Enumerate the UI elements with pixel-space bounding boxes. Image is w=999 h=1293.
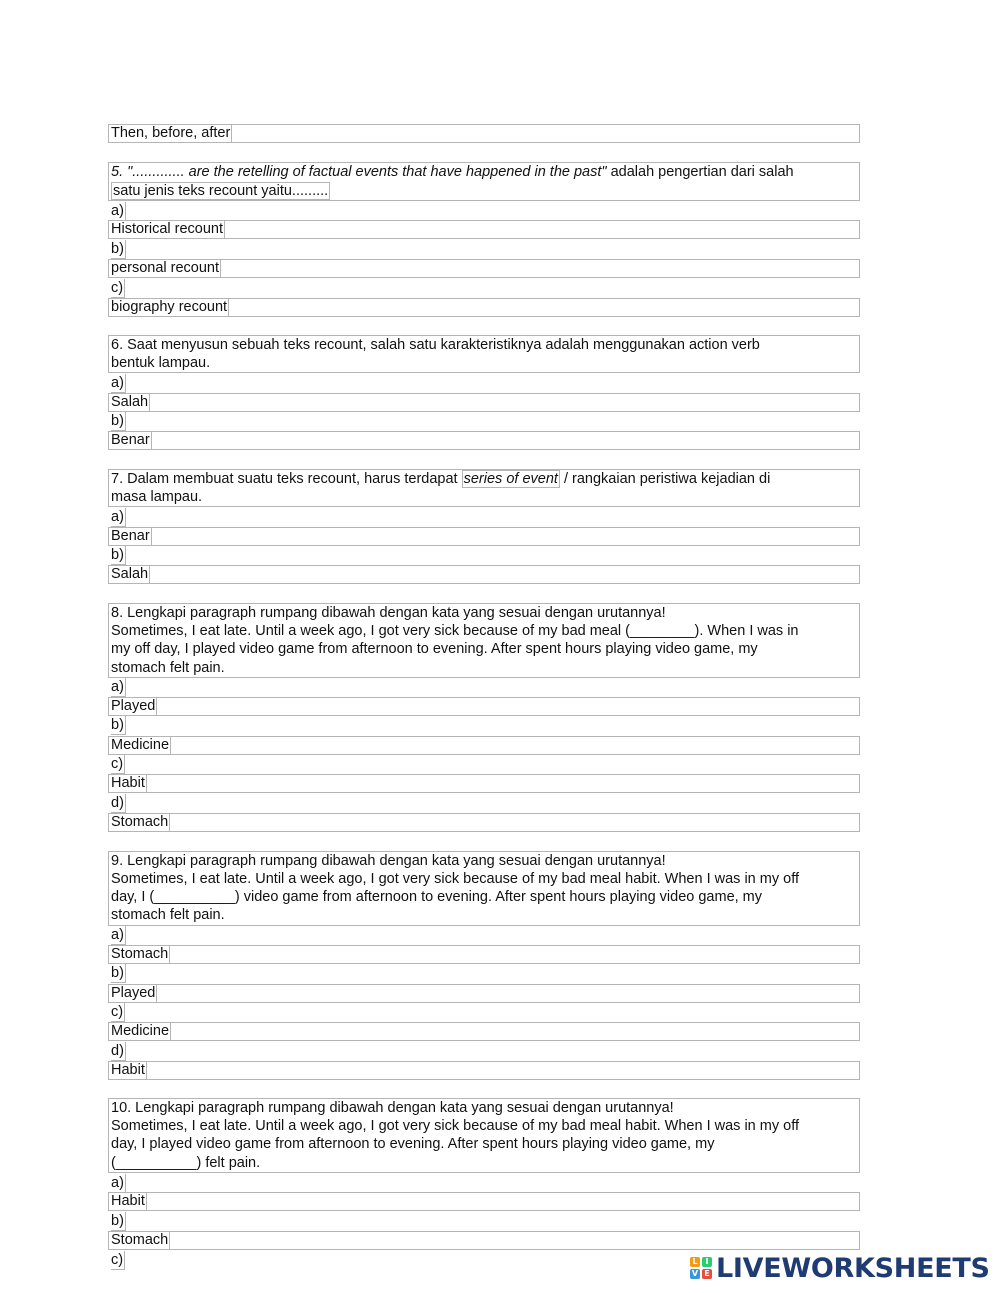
option-text: Then, before, after	[111, 125, 231, 141]
option-text: Habit	[111, 775, 145, 791]
answer-option[interactable]	[108, 259, 860, 278]
answer-option[interactable]	[108, 736, 860, 755]
option-text: Stomach	[111, 1232, 169, 1248]
question-5-text: 5. "............. are the retelling of factual events that have happened in the past" adalah pengertian dari salah	[111, 164, 794, 180]
option-letter: a)	[111, 927, 124, 943]
option-text: Salah	[111, 566, 149, 582]
question-7-text-line2: masa lampau.	[111, 489, 203, 505]
question-5-text-line2: satu jenis teks recount yaitu.........	[113, 183, 329, 199]
answer-option[interactable]	[108, 1022, 860, 1041]
option-letter: a)	[111, 1175, 124, 1191]
option-letter: b)	[111, 965, 124, 981]
option-text: Played	[111, 985, 156, 1001]
option-letter: b)	[111, 241, 124, 257]
option-text: Stomach	[111, 814, 169, 830]
logo-text: LIVEWORKSHEETS	[716, 1252, 990, 1284]
question-6-text-line2: bentuk lampau.	[111, 355, 211, 371]
question-9-text-line3: day, I (__________) video game from afternoon to evening. After spent hours playing video game, my	[111, 889, 763, 905]
option-text: Benar	[111, 528, 150, 544]
answer-option[interactable]	[108, 697, 860, 716]
logo-tile: I	[702, 1257, 712, 1267]
option-letter: b)	[111, 547, 124, 563]
question-9-text-line2: Sometimes, I eat late. Until a week ago, I got very sick because of my bad meal habit. When I was in my off	[111, 871, 799, 887]
option-letter: c)	[111, 1252, 124, 1268]
option-text: biography recount	[111, 299, 228, 315]
option-text: Medicine	[111, 737, 170, 753]
option-text: Played	[111, 698, 156, 714]
option-letter: a)	[111, 203, 124, 219]
option-text: Stomach	[111, 946, 169, 962]
answer-option[interactable]	[108, 220, 860, 239]
option-letter: a)	[111, 509, 124, 525]
option-text: Habit	[111, 1062, 145, 1078]
option-letter: b)	[111, 717, 124, 733]
answer-option[interactable]	[108, 813, 860, 832]
answer-option[interactable]	[108, 393, 860, 412]
answer-option[interactable]	[108, 984, 860, 1003]
logo-tile: E	[702, 1269, 712, 1279]
option-text: Historical recount	[111, 221, 224, 237]
answer-option[interactable]	[108, 565, 860, 584]
question-6-text: 6. Saat menyusun sebuah teks recount, salah satu karakteristiknya adalah menggunakan action verb	[111, 337, 760, 353]
logo-tile: L	[690, 1257, 700, 1267]
option-letter: d)	[111, 1043, 124, 1059]
question-9-text: 9. Lengkapi paragraph rumpang dibawah dengan kata yang sesuai dengan urutannya!	[111, 853, 666, 869]
option-letter: c)	[111, 756, 124, 772]
question-10-text-line4: (__________) felt pain.	[111, 1155, 261, 1171]
question-9-text-line4: stomach felt pain.	[111, 907, 225, 923]
answer-option[interactable]	[108, 1192, 860, 1211]
option-text: Salah	[111, 394, 149, 410]
question-7-text: 7. Dalam membuat suatu teks recount, harus terdapat series of event / rangkaian peristiwa kejadian di	[111, 471, 771, 487]
question-8-text-line2: Sometimes, I eat late. Until a week ago, I got very sick because of my bad meal (________). When I was in	[111, 623, 799, 639]
answer-option[interactable]	[108, 431, 860, 450]
question-10-text-line2: Sometimes, I eat late. Until a week ago, I got very sick because of my bad meal habit. When I was in my off	[111, 1118, 799, 1134]
answer-option[interactable]	[108, 1231, 860, 1250]
logo-mark-icon	[690, 1257, 712, 1279]
answer-option[interactable]	[108, 124, 860, 143]
option-letter: d)	[111, 795, 124, 811]
answer-option[interactable]	[108, 774, 860, 793]
option-text: Medicine	[111, 1023, 170, 1039]
question-8-text-line4: stomach felt pain.	[111, 660, 225, 676]
answer-option[interactable]	[108, 1061, 860, 1080]
question-8-text: 8. Lengkapi paragraph rumpang dibawah dengan kata yang sesuai dengan urutannya!	[111, 605, 666, 621]
option-letter: b)	[111, 1213, 124, 1229]
liveworksheets-logo	[690, 1252, 990, 1284]
logo-tile: V	[691, 1269, 699, 1278]
answer-option[interactable]	[108, 298, 860, 317]
option-letter: b)	[111, 413, 124, 429]
option-letter: c)	[111, 280, 124, 296]
answer-option[interactable]	[108, 945, 860, 964]
option-letter: c)	[111, 1004, 124, 1020]
question-10-text: 10. Lengkapi paragraph rumpang dibawah dengan kata yang sesuai dengan urutannya!	[111, 1100, 674, 1116]
option-text: personal recount	[111, 260, 220, 276]
answer-option[interactable]	[108, 527, 860, 546]
option-letter: a)	[111, 375, 124, 391]
option-text: Benar	[111, 432, 150, 448]
option-letter: a)	[111, 679, 124, 695]
question-8-text-line3: my off day, I played video game from afternoon to evening. After spent hours playing video game, my	[111, 641, 758, 657]
question-10-text-line3: day, I played video game from afternoon to evening. After spent hours playing video game, my	[111, 1136, 715, 1152]
option-text: Habit	[111, 1193, 145, 1209]
